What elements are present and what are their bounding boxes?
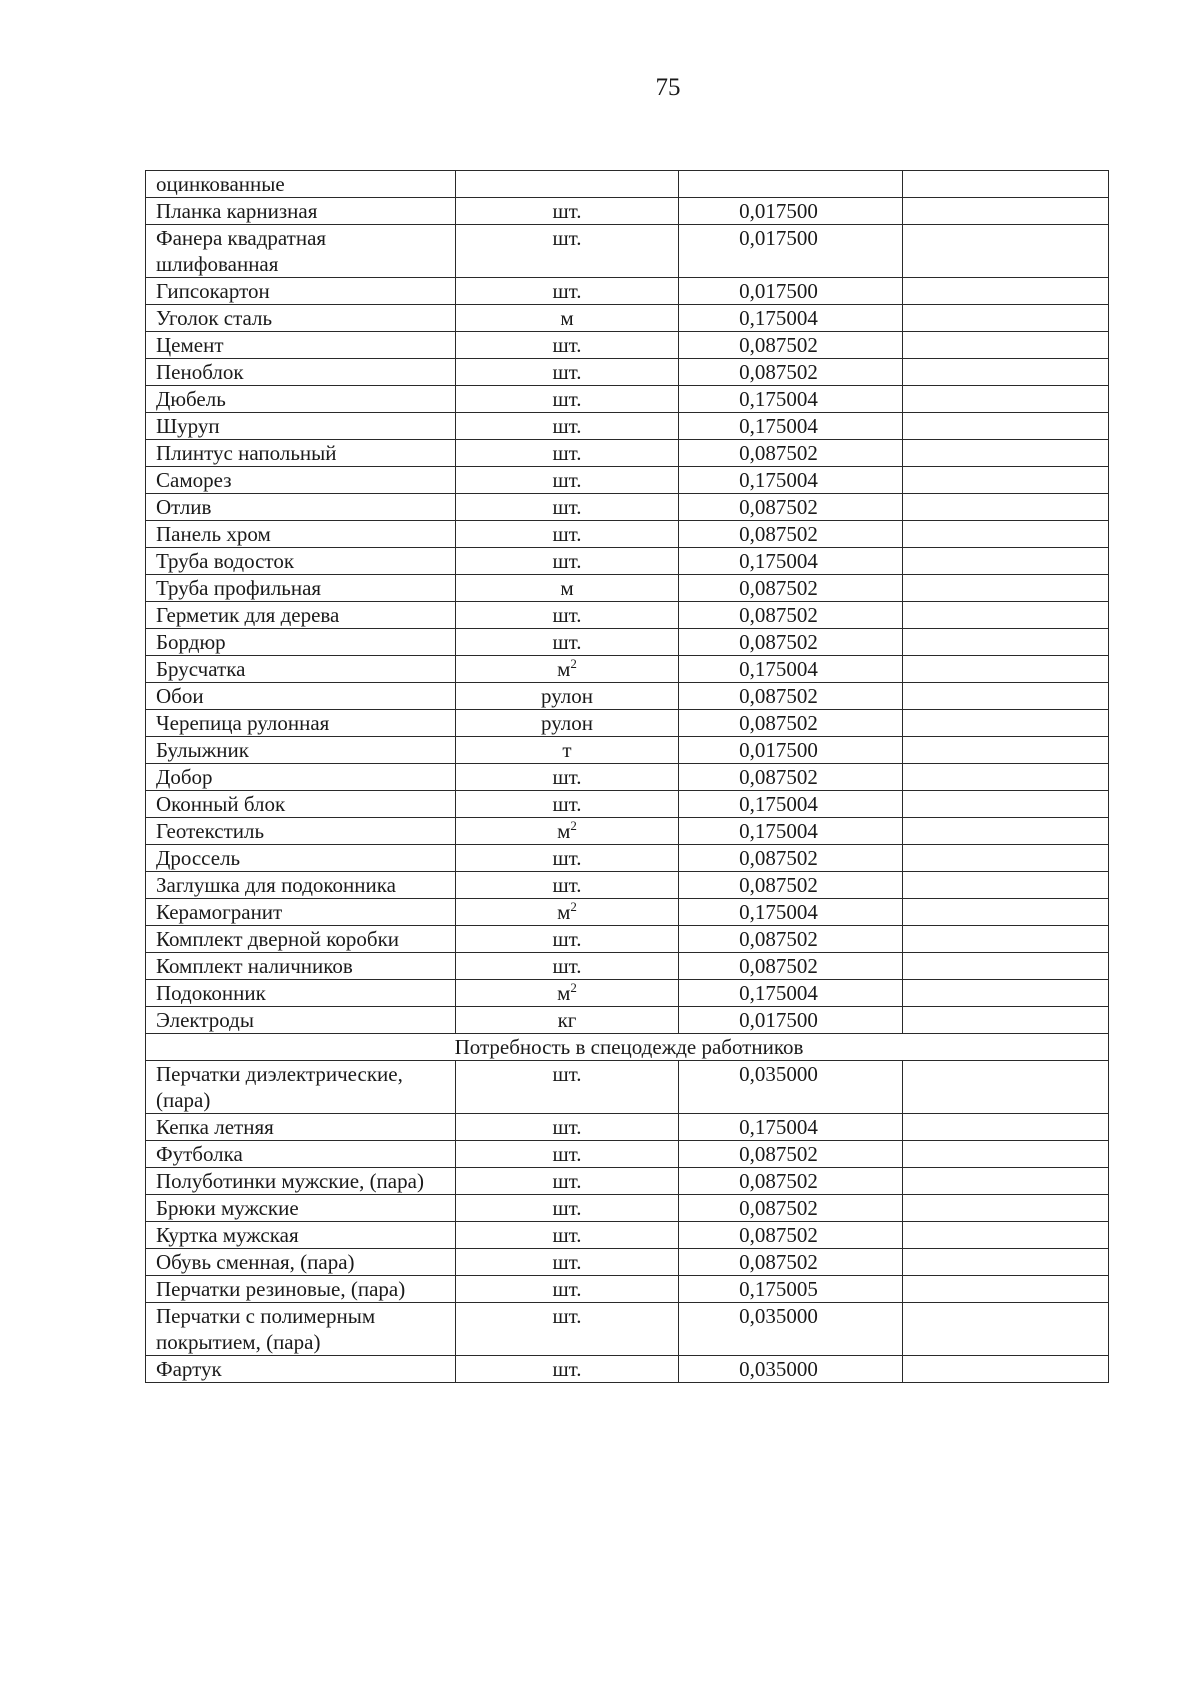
- note-cell: [903, 413, 1109, 440]
- table-row: [146, 225, 1109, 278]
- table-row: [146, 899, 1109, 926]
- unit-cell: шт.: [456, 198, 679, 225]
- quantity-cell: 0,087502: [679, 494, 903, 521]
- unit-cell: шт.: [456, 413, 679, 440]
- table-row: [146, 1141, 1109, 1168]
- note-cell: [903, 683, 1109, 710]
- note-cell: [903, 818, 1109, 845]
- item-name-cell: Брусчатка: [146, 656, 456, 683]
- unit-cell: шт.: [456, 548, 679, 575]
- table-row: [146, 1114, 1109, 1141]
- quantity-cell: 0,087502: [679, 1249, 903, 1276]
- quantity-cell: 0,017500: [679, 737, 903, 764]
- quantity-cell: 0,017500: [679, 1007, 903, 1034]
- quantity-cell: 0,087502: [679, 440, 903, 467]
- item-name-cell: Перчатки резиновые, (пара): [146, 1276, 456, 1303]
- note-cell: [903, 386, 1109, 413]
- quantity-cell: 0,087502: [679, 629, 903, 656]
- item-name-cell: Уголок сталь: [146, 305, 456, 332]
- quantity-cell: 0,087502: [679, 845, 903, 872]
- note-cell: [903, 1114, 1109, 1141]
- item-name-cell: Брюки мужские: [146, 1195, 456, 1222]
- page-number: 75: [655, 74, 681, 101]
- unit-exponent: 2: [570, 818, 577, 833]
- note-cell: [903, 899, 1109, 926]
- item-name-cell: Плинтус напольный: [146, 440, 456, 467]
- table-row: [146, 386, 1109, 413]
- quantity-cell: 0,175004: [679, 656, 903, 683]
- note-cell: [903, 440, 1109, 467]
- note-cell: [903, 494, 1109, 521]
- table-row: [146, 278, 1109, 305]
- unit-cell: рулон: [456, 683, 679, 710]
- unit-exponent: 2: [570, 899, 577, 914]
- unit-text: м: [557, 981, 571, 1005]
- table-row: [146, 575, 1109, 602]
- item-name-cell: Герметик для дерева: [146, 602, 456, 629]
- table-row: [146, 548, 1109, 575]
- unit-cell: шт.: [456, 440, 679, 467]
- item-name-cell: Кепка летняя: [146, 1114, 456, 1141]
- quantity-cell: 0,175004: [679, 791, 903, 818]
- note-cell: [903, 1168, 1109, 1195]
- quantity-cell: 0,175005: [679, 1276, 903, 1303]
- unit-cell: шт.: [456, 1222, 679, 1249]
- unit-cell: шт.: [456, 467, 679, 494]
- unit-cell: шт.: [456, 602, 679, 629]
- table-row: [146, 305, 1109, 332]
- quantity-cell: 0,035000: [679, 1356, 903, 1383]
- item-name-cell: Добор: [146, 764, 456, 791]
- item-name-cell: Дюбель: [146, 386, 456, 413]
- note-cell: [903, 198, 1109, 225]
- note-cell: [903, 629, 1109, 656]
- unit-text: м: [557, 900, 571, 924]
- table-row: [146, 1356, 1109, 1383]
- unit-cell: шт.: [456, 1195, 679, 1222]
- quantity-cell: 0,087502: [679, 1141, 903, 1168]
- quantity-cell: 0,175004: [679, 548, 903, 575]
- note-cell: [903, 1141, 1109, 1168]
- table-row: [146, 1007, 1109, 1034]
- section-row: [146, 1034, 1109, 1061]
- quantity-cell: 0,175004: [679, 386, 903, 413]
- item-name-cell: Оконный блок: [146, 791, 456, 818]
- table-body: [146, 171, 1109, 1383]
- item-name-cell: Гипсокартон: [146, 278, 456, 305]
- unit-cell: шт.: [456, 332, 679, 359]
- note-cell: [903, 791, 1109, 818]
- unit-cell: шт.: [456, 278, 679, 305]
- note-cell: [903, 1276, 1109, 1303]
- item-name-cell: Отлив: [146, 494, 456, 521]
- item-name-cell: Перчатки диэлектрические, (пара): [146, 1061, 456, 1114]
- unit-cell: шт.: [456, 845, 679, 872]
- unit-cell: шт.: [456, 1141, 679, 1168]
- item-name-cell: Электроды: [146, 1007, 456, 1034]
- table-row: [146, 467, 1109, 494]
- table-row: [146, 683, 1109, 710]
- table-row: [146, 359, 1109, 386]
- note-cell: [903, 1356, 1109, 1383]
- quantity-cell: 0,175004: [679, 899, 903, 926]
- table-row: [146, 1249, 1109, 1276]
- table-row: [146, 1222, 1109, 1249]
- quantity-cell: 0,087502: [679, 359, 903, 386]
- quantity-cell: 0,087502: [679, 926, 903, 953]
- note-cell: [903, 764, 1109, 791]
- unit-cell: шт.: [456, 1276, 679, 1303]
- item-name-cell: Футболка: [146, 1141, 456, 1168]
- item-name-cell: Куртка мужская: [146, 1222, 456, 1249]
- quantity-cell: 0,175004: [679, 413, 903, 440]
- table-row: [146, 1168, 1109, 1195]
- unit-cell: шт.: [456, 225, 679, 278]
- unit-cell: шт.: [456, 359, 679, 386]
- note-cell: [903, 332, 1109, 359]
- table-row: [146, 872, 1109, 899]
- section-title: Потребность в спецодежде работников: [146, 1034, 1109, 1061]
- materials-table: [145, 170, 1109, 1383]
- note-cell: [903, 521, 1109, 548]
- table-row: [146, 953, 1109, 980]
- quantity-cell: 0,087502: [679, 521, 903, 548]
- table-row: [146, 521, 1109, 548]
- table-row: [146, 198, 1109, 225]
- note-cell: [903, 1007, 1109, 1034]
- note-cell: [903, 602, 1109, 629]
- note-cell: [903, 359, 1109, 386]
- item-name-cell: Перчатки с полимерным покрытием, (пара): [146, 1303, 456, 1356]
- unit-cell: шт.: [456, 1249, 679, 1276]
- quantity-cell: 0,087502: [679, 764, 903, 791]
- note-cell: [903, 575, 1109, 602]
- note-cell: [903, 1195, 1109, 1222]
- quantity-cell: 0,035000: [679, 1061, 903, 1114]
- item-name-cell: Черепица рулонная: [146, 710, 456, 737]
- item-name-cell: Фанера квадратная шлифованная: [146, 225, 456, 278]
- quantity-cell: 0,035000: [679, 1303, 903, 1356]
- unit-cell: [456, 899, 679, 926]
- table-row: [146, 845, 1109, 872]
- note-cell: [903, 953, 1109, 980]
- unit-cell: [456, 171, 679, 198]
- note-cell: [903, 278, 1109, 305]
- item-name-cell: Обувь сменная, (пара): [146, 1249, 456, 1276]
- unit-cell: [456, 818, 679, 845]
- unit-cell: [456, 656, 679, 683]
- note-cell: [903, 225, 1109, 278]
- unit-cell: рулон: [456, 710, 679, 737]
- table-row: [146, 926, 1109, 953]
- unit-cell: кг: [456, 1007, 679, 1034]
- unit-cell: шт.: [456, 764, 679, 791]
- item-name-cell: Пеноблок: [146, 359, 456, 386]
- item-name-cell: Саморез: [146, 467, 456, 494]
- quantity-cell: 0,175004: [679, 980, 903, 1007]
- table-row: [146, 1276, 1109, 1303]
- quantity-cell: 0,017500: [679, 198, 903, 225]
- table-row: [146, 629, 1109, 656]
- table-row: [146, 1303, 1109, 1356]
- quantity-cell: 0,175004: [679, 818, 903, 845]
- unit-cell: шт.: [456, 1114, 679, 1141]
- table-row: [146, 710, 1109, 737]
- table-row: [146, 791, 1109, 818]
- item-name-cell: Керамогранит: [146, 899, 456, 926]
- table-row: [146, 737, 1109, 764]
- quantity-cell: [679, 171, 903, 198]
- unit-cell: м: [456, 575, 679, 602]
- table-row: [146, 332, 1109, 359]
- item-name-cell: Труба водосток: [146, 548, 456, 575]
- table-row: [146, 602, 1109, 629]
- quantity-cell: 0,017500: [679, 225, 903, 278]
- unit-cell: м: [456, 305, 679, 332]
- note-cell: [903, 872, 1109, 899]
- quantity-cell: 0,087502: [679, 872, 903, 899]
- item-name-cell: Шуруп: [146, 413, 456, 440]
- item-name-cell: Булыжник: [146, 737, 456, 764]
- unit-cell: [456, 980, 679, 1007]
- unit-cell: шт.: [456, 386, 679, 413]
- quantity-cell: 0,087502: [679, 332, 903, 359]
- item-name-cell: Полуботинки мужские, (пара): [146, 1168, 456, 1195]
- unit-text: м: [557, 657, 571, 681]
- unit-cell: шт.: [456, 629, 679, 656]
- item-name-cell: Панель хром: [146, 521, 456, 548]
- quantity-cell: 0,175004: [679, 467, 903, 494]
- unit-cell: шт.: [456, 1356, 679, 1383]
- quantity-cell: 0,017500: [679, 278, 903, 305]
- unit-exponent: 2: [570, 980, 577, 995]
- note-cell: [903, 1222, 1109, 1249]
- item-name-cell: Комплект наличников: [146, 953, 456, 980]
- item-name-cell: Комплект дверной коробки: [146, 926, 456, 953]
- unit-cell: шт.: [456, 872, 679, 899]
- note-cell: [903, 467, 1109, 494]
- table-row: [146, 413, 1109, 440]
- note-cell: [903, 656, 1109, 683]
- quantity-cell: 0,087502: [679, 602, 903, 629]
- table-row: [146, 818, 1109, 845]
- unit-cell: т: [456, 737, 679, 764]
- unit-exponent: 2: [570, 656, 577, 671]
- quantity-cell: 0,087502: [679, 683, 903, 710]
- unit-cell: шт.: [456, 926, 679, 953]
- item-name-cell: Фартук: [146, 1356, 456, 1383]
- item-name-cell: Труба профильная: [146, 575, 456, 602]
- item-name-cell: Подоконник: [146, 980, 456, 1007]
- unit-cell: шт.: [456, 1303, 679, 1356]
- quantity-cell: 0,087502: [679, 953, 903, 980]
- quantity-cell: 0,087502: [679, 1222, 903, 1249]
- quantity-cell: 0,087502: [679, 710, 903, 737]
- note-cell: [903, 1303, 1109, 1356]
- table-row: [146, 1195, 1109, 1222]
- note-cell: [903, 845, 1109, 872]
- quantity-cell: 0,175004: [679, 305, 903, 332]
- note-cell: [903, 1249, 1109, 1276]
- unit-cell: шт.: [456, 1061, 679, 1114]
- note-cell: [903, 171, 1109, 198]
- note-cell: [903, 548, 1109, 575]
- table-row: [146, 980, 1109, 1007]
- unit-cell: шт.: [456, 953, 679, 980]
- table-row: [146, 494, 1109, 521]
- table-row: [146, 764, 1109, 791]
- table-row: [146, 656, 1109, 683]
- note-cell: [903, 926, 1109, 953]
- item-name-cell: Дроссель: [146, 845, 456, 872]
- note-cell: [903, 1061, 1109, 1114]
- quantity-cell: 0,087502: [679, 575, 903, 602]
- item-name-cell: Цемент: [146, 332, 456, 359]
- item-name-cell: Геотекстиль: [146, 818, 456, 845]
- unit-text: м: [557, 819, 571, 843]
- item-name-cell: Бордюр: [146, 629, 456, 656]
- unit-cell: шт.: [456, 791, 679, 818]
- table-row: [146, 440, 1109, 467]
- note-cell: [903, 305, 1109, 332]
- note-cell: [903, 737, 1109, 764]
- unit-cell: шт.: [456, 1168, 679, 1195]
- note-cell: [903, 710, 1109, 737]
- item-name-cell: Обои: [146, 683, 456, 710]
- item-name-cell: Заглушка для подоконника: [146, 872, 456, 899]
- item-name-cell: Планка карнизная: [146, 198, 456, 225]
- unit-cell: шт.: [456, 521, 679, 548]
- note-cell: [903, 980, 1109, 1007]
- table-row: [146, 1061, 1109, 1114]
- quantity-cell: 0,087502: [679, 1168, 903, 1195]
- quantity-cell: 0,175004: [679, 1114, 903, 1141]
- table-row: [146, 171, 1109, 198]
- item-name-cell: оцинкованные: [146, 171, 456, 198]
- unit-cell: шт.: [456, 494, 679, 521]
- quantity-cell: 0,087502: [679, 1195, 903, 1222]
